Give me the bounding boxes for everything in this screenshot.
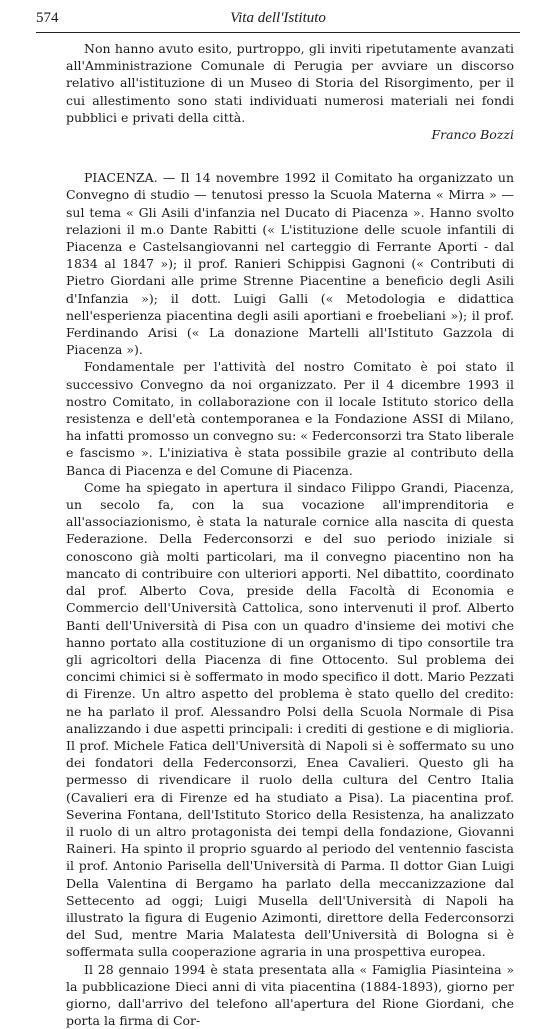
paragraph-convegno: Fondamentale per l'attività del nostro Comitato è poi stato il successivo Convegno da noi organizzato. Per il 4 dicembre 1993 il nostro Comitato, in collaborazione con il locale Istituto storico della resistenza e dell'età contemporanea e la Fondazione ASSI di Milano, ha infatti promosso un convegno su: « Federconsorzi tra Stato liberale e fascismo ». L'iniziativa è stata possibile grazie al contributo della Banca di Piacenza e del Comune di Piacenza. [66,359,514,478]
paragraph-perugia: Non hanno avuto esito, purtroppo, gli inviti ripetutamente avanzati all'Amministrazione Comunale di Perugia per avviare un discorso relativo all'istituzione di un Museo di Storia del Risorgimento, per il cui allestimento sono stati individuati numerosi materiali nei fondi pubblici e privati della città. [66,41,514,125]
running-header [36,8,520,33]
author-signature: Franco Bozzi [431,127,514,143]
running-title: Vita dell'Istituto [230,10,326,26]
paragraph-piacenza-intro: PIACENZA. — Il 14 novembre 1992 il Comitato ha organizzato un Convegno di studio — tenutosi presso la Scuola Materna « Mirra » — sul tema « Gli Asili d'infanzia nel Ducato di Piacenza ». Hanno svolto relazioni il m.o Dante Rabitti (« L'istituzione delle scuole infantili di Piacenza e Castelsangiovanni nel carteggio di Ferrante Aporti - dal 1834 al 1847 »); il prof. Ranieri Schippisi Gagnoni (« Contributi di Pietro Giordani alle prime Strenne Piacentine a beneficio degli Asili d'Infanzia »); il dott. Luigi Galli (« Metodologia e didattica nell'esperienza piacentina degli asili aportiani e froebeliani »); il prof. Ferdinando Arisi (« La donazione Martelli all'Istituto Gazzola di Piacenza »). [66,170,514,358]
page-number: 574 [36,10,59,26]
section-gap [66,143,514,169]
paragraph-pubblicazione: Il 28 gennaio 1994 è stata presentata alla « Famiglia Piasinteina » la pubblicazione Dieci anni di vita piacentina (1884-1893), giorno per giorno, dall'arrivo del telefono all'apertura del Rione Giordani, che porta la firma di Cor- [66,961,514,1029]
text-body [66,40,514,1029]
paragraph-dibattito: Come ha spiegato in apertura il sindaco Filippo Grandi, Piacenza, un secolo fa, con la sua vocazione all'imprenditoria e all'associazionismo, è stata la naturale cornice alla nascita di questa Federazione. Della Federconsorzi e del suo periodo iniziale si conoscono già molti particolari, ma il convegno piacentino non ha mancato di contribuire con ulteriori apporti. Nel dibattito, coordinato dal prof. Alberto Cova, preside della Facoltà di Economia e Commercio dell'Università Cattolica, sono intervenuti il prof. Alberto Banti dell'Università di Pisa con un quadro d'insieme dei motivi che hanno portato alla costituzione di un organismo di tipo consortile tra gli agricoltori della Piacenza di fine Ottocento. Sul problema dei concimi chimici si è soffermato in modo specifico il dott. Mario Pezzati di Firenze. Un altro aspetto del problema è stato quello del credito: ne ha parlato il prof. Alessandro Polsi della Scuola Normale di Pisa analizzando i due aspetti principali: i crediti di gestione e di miglioria. Il prof. Michele Fatica dell'Università di Napoli si è soffermato su uno dei fondatori della Federconsorzi, Enea Cavalieri. Questo gli ha permesso di rivendicare il ruolo della cultura del Centro Italia (Cavalieri era di Firenze ed ha studiato a Pisa). La piacentina prof. Severina Fontana, dell'Istituto Storico della Resistenza, ha analizzato il ruolo di un altro protagonista dei tempi della fondazione, Giovanni Raineri. Ha spinto il proprio sguardo al periodo del ventennio fascista il prof. Antonio Parisella dell'Università di Parma. Il dottor Gian Luigi Della Valentina di Bergamo ha parlato della meccanizzazione dal Settecento ad oggi; Luigi Musella dell'Università di Napoli ha illustrato la figura di Eugenio Azimonti, direttore della Federconsorzi del Sud, mentre Maria Malatesta dell'Università di Bologna si è soffermata sulla cooperazione agraria in una prospettiva europea. [66,479,514,960]
